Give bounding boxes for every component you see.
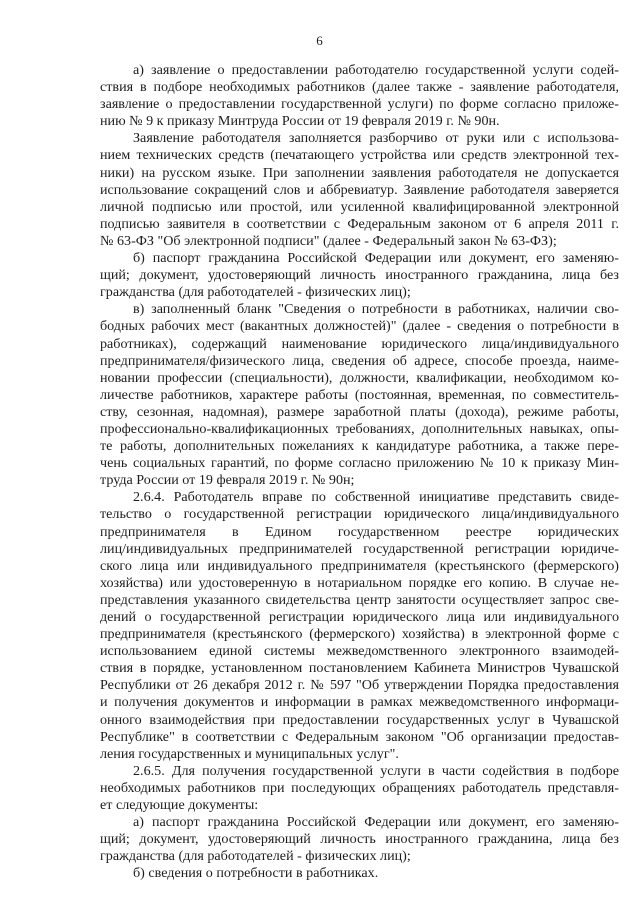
text-line: ствия в порядке, установленном постановлением Кабинета Министров Чувашской xyxy=(100,660,619,677)
text-line: новании профессии (специальности), должности, квалификации, необходимом ко- xyxy=(100,369,619,386)
text-line: тельство о государственной регистрации юридического лица/индивидуального xyxy=(100,506,619,523)
text-line: лиц/индивидуальных предпринимателей государственной регистрации юридиче- xyxy=(100,540,619,557)
text-line: ствия в подборе необходимых работников (далее также - заявление работодателя, xyxy=(100,79,619,96)
text-line: б) сведения о потребности в работниках. xyxy=(133,865,379,882)
text-line: личестве работников, характере работы (постоянная, временная, по совместитель- xyxy=(100,386,619,403)
text-line: ления государственных и муниципальных услуг". xyxy=(100,745,399,762)
text-line: личной подписью или простой, или усиленной квалифицированной электронной xyxy=(100,198,619,215)
text-line: бодных рабочих мест (вакантных должностей)" (далее - сведения о потребности в xyxy=(100,318,619,335)
text-line: нием технических средств (печатающего устройства или средств электронной тех- xyxy=(100,147,619,164)
text-line: № 63-ФЗ "Об электронной подписи" (далее - Федеральный закон № 63-ФЗ); xyxy=(100,232,557,249)
text-line: а) паспорт гражданина Российской Федерации или документ, его заменяю- xyxy=(133,814,619,831)
text-line: 2.6.5. Для получения государственной услуги в части содействия в подборе xyxy=(133,762,619,779)
text-line: предпринимателя в Едином государственном реестре юридических xyxy=(100,523,619,540)
text-line: использование сокращений слов и аббревиатур. Заявление работодателя заверяется xyxy=(100,181,619,198)
text-line: щий; документ, удостоверяющий личность иностранного гражданина, лица без xyxy=(100,831,619,848)
text-line: и получения документов и информации в рамках межведомственного информаци- xyxy=(100,694,619,711)
text-line: ского лица или индивидуального предпринимателя (крестьянского (фермерского) xyxy=(100,557,619,574)
text-line: б) паспорт гражданина Российской Федерации или документ, его заменяю- xyxy=(133,250,619,267)
text-line: необходимых работников при последующих обращениях работодатель представля- xyxy=(100,779,619,796)
text-line: гражданства (для работодателей - физических лиц); xyxy=(100,284,411,301)
text-line: онного взаимодействия при предоставлении государственных услуг в Чувашской xyxy=(100,711,619,728)
text-line: ет следующие документы: xyxy=(100,797,259,814)
text-line: ники) на русском языке. При заполнении заявления работодателя не допускается xyxy=(100,164,619,181)
text-line: использованием единой системы межведомственного электронного взаимодей- xyxy=(100,643,619,660)
text-line: те работы, дополнительных пожеланиях к кандидатуре работника, а также пере- xyxy=(100,438,619,455)
document-body xyxy=(100,62,619,883)
text-line: предпринимателя (крестьянского (фермерского) хозяйства) в электронной форме с xyxy=(100,626,619,643)
text-line: представления указанного свидетельства центр занятости осуществляет запрос све- xyxy=(100,591,619,608)
text-line: предпринимателя/физического лица, сведения об адресе, способе проезда, наиме- xyxy=(100,352,619,369)
text-line: гражданства (для работодателей - физических лиц); xyxy=(100,848,411,865)
text-line: чень социальных гарантий, по форме согласно приложению № 10 к приказу Мин- xyxy=(100,455,619,472)
text-line: работниках), содержащий наименование юридического лица/индивидуального xyxy=(100,335,619,352)
text-line: 2.6.4. Работодатель вправе по собственной инициативе представить свиде- xyxy=(133,489,619,506)
text-line: ству, сезонная, надомная), размере заработной платы (дохода), режиме работы, xyxy=(100,403,619,420)
text-line: Республики от 26 декабря 2012 г. № 597 "Об утверждении Порядка предоставления xyxy=(100,677,619,694)
text-line: в) заполненный бланк "Сведения о потребности в работниках, наличии сво- xyxy=(133,301,619,318)
text-line: а) заявление о предоставлении работодателю государственной услуги содей- xyxy=(133,62,619,78)
text-line: Заявление работодателя заполняется разборчиво от руки или с использова- xyxy=(133,130,619,147)
text-line: заявление о предоставлении государственной услуги) по форме согласно приложе- xyxy=(100,96,619,113)
page-number: 6 xyxy=(316,33,323,48)
text-line: щий; документ, удостоверяющий личность иностранного гражданина, лица без xyxy=(100,267,619,284)
text-line: труда России от 19 февраля 2019 г. № 90н; xyxy=(100,472,355,489)
text-line: дений о государственной регистрации юридического лица или индивидуального xyxy=(100,609,619,625)
text-line: хозяйства) или удостоверенную в нотариальном порядке его копию. В случае не- xyxy=(100,574,619,591)
text-line: профессионально-квалификационных требованиях, дополнительных навыках, опы- xyxy=(100,420,619,437)
text-line: Республике" в соответствии с Федеральным законом "Об организации предостав- xyxy=(100,728,619,745)
text-line: нию № 9 к приказу Минтруда России от 19 февраля 2019 г. № 90н. xyxy=(100,113,500,130)
text-line: подписью заявителя в соответствии с Федеральным законом от 6 апреля 2011 г. xyxy=(100,215,619,232)
